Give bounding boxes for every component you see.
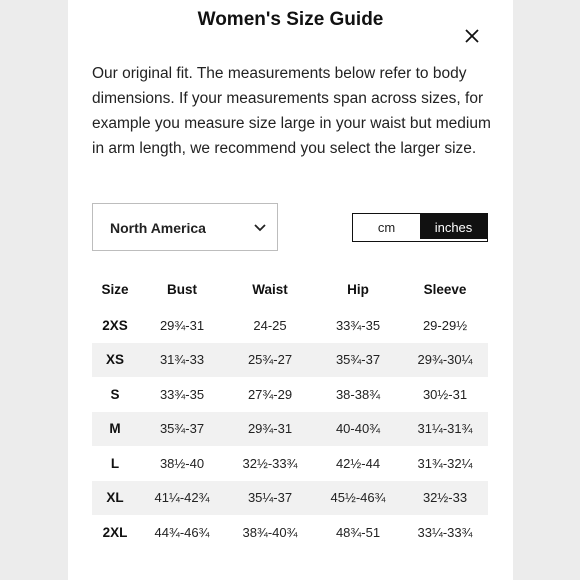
table-header-row xyxy=(92,270,488,308)
size-table xyxy=(92,270,488,550)
waist-cell: 24-25 xyxy=(253,317,287,333)
size-cell: M xyxy=(92,412,138,447)
table-row xyxy=(92,412,488,447)
header-size: Size xyxy=(101,281,129,297)
sleeve-cell: 29¾-30¼ xyxy=(402,343,488,378)
sleeve-cell: 33¼-33¾ xyxy=(417,524,473,540)
hip-cell: 35¾-37 xyxy=(314,343,402,378)
unit-cm-button[interactable]: cm xyxy=(353,214,420,241)
hip-cell: 38-38¾ xyxy=(335,386,381,402)
table-row xyxy=(92,515,488,550)
bust-cell: 38½-40 xyxy=(159,455,205,471)
waist-cell: 35¼-37 xyxy=(226,481,314,516)
sleeve-cell: 30½-31 xyxy=(422,386,468,402)
header-sleeve: Sleeve xyxy=(423,281,467,297)
region-select-value: North America xyxy=(110,220,206,236)
bust-cell: 33¾-35 xyxy=(159,386,205,402)
size-cell: XL xyxy=(92,481,138,516)
waist-cell: 27¾-29 xyxy=(247,386,293,402)
close-button[interactable] xyxy=(462,26,482,46)
hip-cell: 48¾-51 xyxy=(335,524,381,540)
sleeve-cell: 29-29½ xyxy=(422,317,468,333)
sleeve-cell: 31¼-31¾ xyxy=(402,412,488,447)
table-row xyxy=(92,343,488,378)
unit-toggle xyxy=(352,213,488,242)
waist-cell: 29¾-31 xyxy=(226,412,314,447)
size-cell: XS xyxy=(92,343,138,378)
table-row xyxy=(92,377,488,412)
bust-cell: 31¾-33 xyxy=(138,343,226,378)
intro-text: Our original fit. The measurements below refer to body dimensions. If your measurements span across sizes, for example you measure size large in your waist but medium in arm length, we recommend you select the larger size. xyxy=(92,65,491,157)
waist-cell: 38¾-40¾ xyxy=(242,524,298,540)
bust-cell: 44¾-46¾ xyxy=(154,524,210,540)
hip-cell: 33¾-35 xyxy=(335,317,381,333)
bust-cell: 35¾-37 xyxy=(138,412,226,447)
close-icon xyxy=(462,26,482,46)
waist-cell: 32½-33¾ xyxy=(242,455,298,471)
waist-cell: 25¾-27 xyxy=(226,343,314,378)
header-bust: Bust xyxy=(167,281,197,297)
modal-title: Women's Size Guide xyxy=(197,9,384,30)
size-cell: 2XL xyxy=(102,524,128,540)
unit-inches-button[interactable]: inches xyxy=(420,214,487,241)
sleeve-cell: 32½-33 xyxy=(402,481,488,516)
header-waist: Waist xyxy=(252,281,288,297)
table-row xyxy=(92,481,488,516)
chevron-down-icon xyxy=(253,222,267,234)
table-row xyxy=(92,308,488,343)
size-cell: S xyxy=(110,386,120,402)
region-select[interactable] xyxy=(92,203,278,251)
sleeve-cell: 31¾-32¼ xyxy=(417,455,473,471)
bust-cell: 29¾-31 xyxy=(159,317,205,333)
size-cell: L xyxy=(110,455,120,471)
bust-cell: 41¼-42¾ xyxy=(138,481,226,516)
table-row xyxy=(92,446,488,481)
size-guide-modal xyxy=(68,0,513,580)
hip-cell: 40-40¾ xyxy=(314,412,402,447)
header-hip: Hip xyxy=(347,281,369,297)
hip-cell: 45½-46¾ xyxy=(314,481,402,516)
hip-cell: 42½-44 xyxy=(335,455,381,471)
size-cell: 2XS xyxy=(102,317,128,333)
